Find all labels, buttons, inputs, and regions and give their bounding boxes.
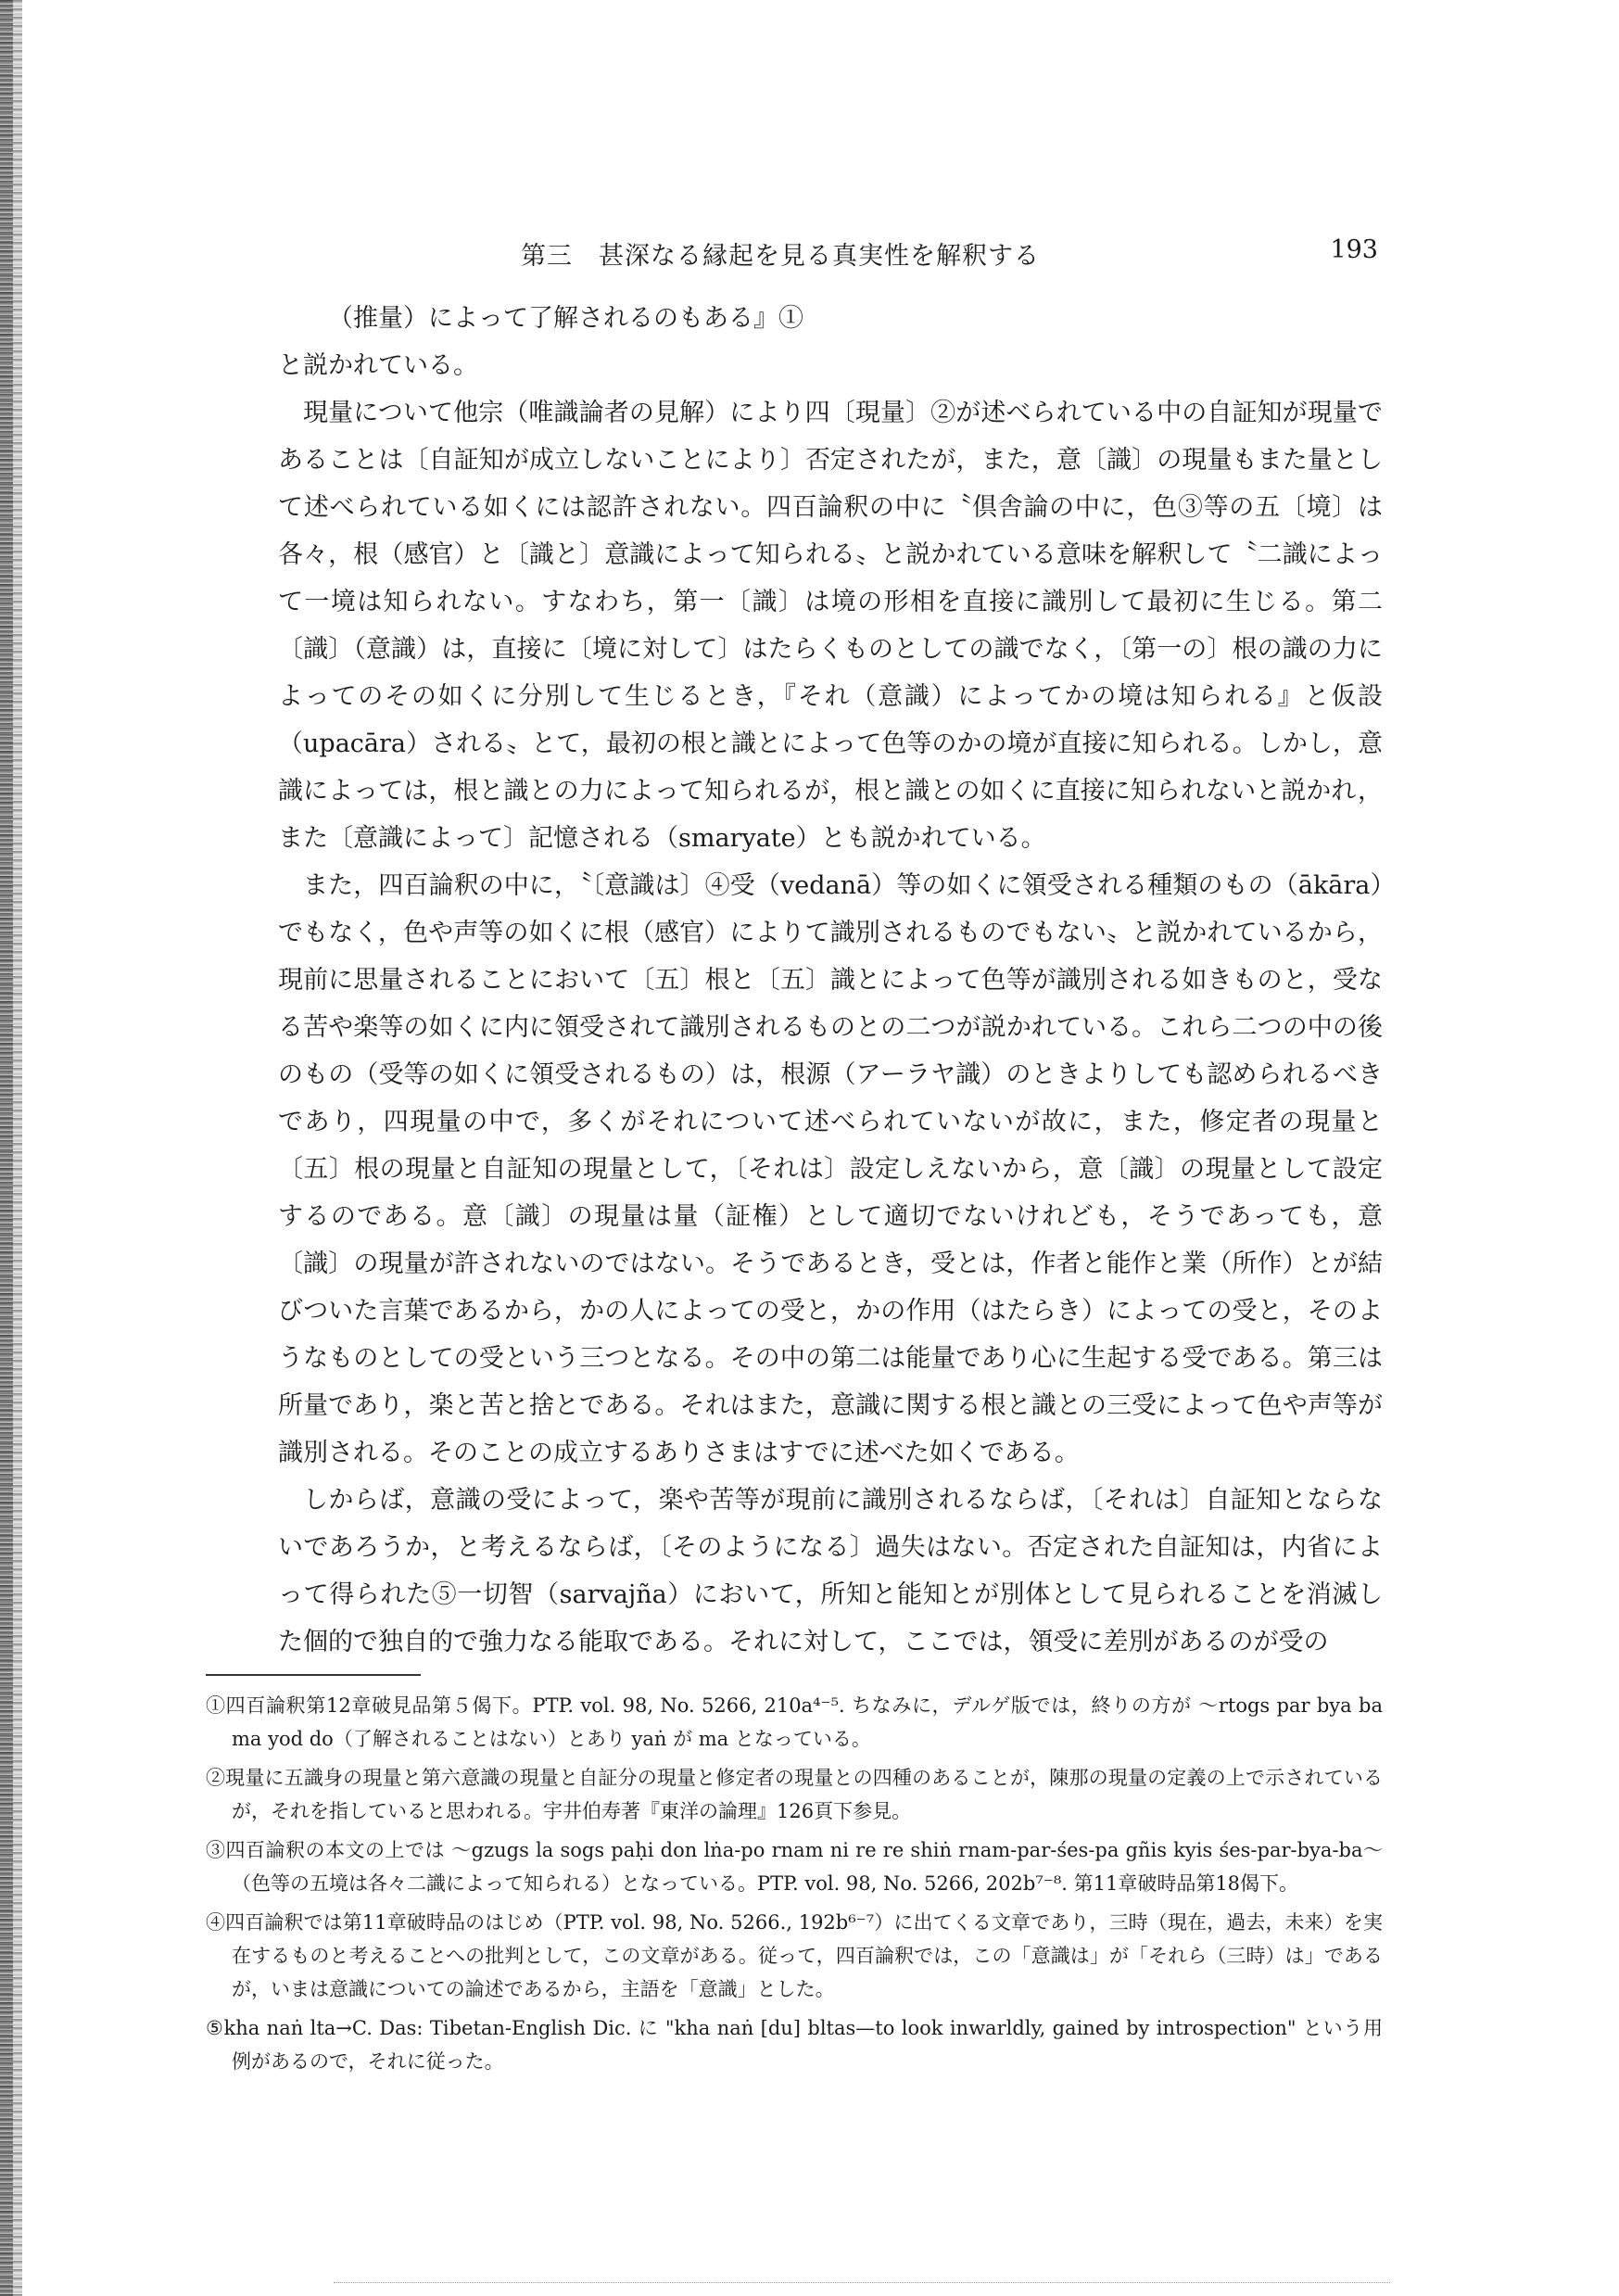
paragraph: と説かれている。 xyxy=(278,351,478,380)
footnote-divider xyxy=(206,1674,421,1676)
running-head-title: 第三 甚深なる縁起を見る真実性を解釈する xyxy=(521,242,1040,271)
footnote: ①四百論釈第12章破見品第５偈下。PTP. vol. 98, No. 5266, 210a⁴⁻⁵. ちなみに，デルゲ版では，終りの方が ～rtogs par bya ba ma yod do（了解されることはない）とあり yaṅ が ma となっている。 xyxy=(206,1694,1383,1750)
footnote: ②現量に五識身の現量と第六意識の現量と自証分の現量と修定者の現量との四種のあることが，陳那の現量の定義の上で示されているが，それを指していると思われる。宇井伯寿著『東洋の論理』126頁下参見。 xyxy=(206,1767,1383,1822)
scan-edge-shadow-dark xyxy=(0,0,13,2296)
paragraph: 現量について他宗（唯識論者の見解）により四〔現量〕②が述べられている中の自証知が現量であることは〔自証知が成立しないことにより〕否定されたが，また，意〔識〕の現量もまた量として述べられている如くには認許されない。四百論釈の中に〝倶舎論の中に，色③等の五〔境〕は各々，根（感官）と〔識と〕意識によって知られる〟と説かれている意味を解釈して〝二識によって一境は知られない。すなわち，第一〔識〕は境の形相を直接に識別して最初に生じる。第二〔識〕（意識）は，直接に〔境に対して〕はたらくものとしての識でなく，〔第一の〕根の識の力によってのその如くに分別して生じるとき，『それ（意識）によってかの境は知られる』と仮設（upacāra）される〟とて，最初の根と識とによって色等のかの境が直接に知られる。しかし，意識によっては，根と識との力によって知られるが，根と識との如くに直接に知られないと説かれ，また〔意識によって〕記憶される（smaryate）とも説かれている。 xyxy=(278,399,1383,853)
footnote: ③四百論釈の本文の上では ～gzugs la sogs paḥi don lṅa-po rnam ni re re shiṅ rnam-par-śes-pa gñis kyis śes-par-bya-ba～（色等の五境は各々二識によって知られる）となっている。PTP. vol. 98, No. 5266, 202b⁷⁻⁸. 第11章破時品第18偈下。 xyxy=(206,1839,1383,1895)
footnotes xyxy=(206,1689,1383,2084)
footnote: ④四百論釈では第11章破時品のはじめ（PTP. vol. 98, No. 5266., 192b⁶⁻⁷）に出てくる文章であり，三時（現在，過去，未来）を実在するものと考えることへの批判として，この文章がある。従って，四百論釈では，この「意識は」が「それら（三時）は」であるが，いまは意識についての論述であるから，主語を「意識」とした。 xyxy=(206,1911,1383,2000)
paragraph: （推量）によって了解されるのもある』① xyxy=(328,304,803,333)
footnote: ⑤kha naṅ lta→C. Das: Tibetan-English Dic. に "kha naṅ [du] bltas—to look inwarldly, gained by introspection" という用例があるので，それに従った。 xyxy=(206,2017,1383,2073)
scan-bottom-marks xyxy=(334,2282,1390,2294)
page-number: 193 xyxy=(1330,235,1378,264)
main-text xyxy=(278,295,1383,1666)
paragraph: しからば，意識の受によって，楽や苦等が現前に識別されるならば，〔それは〕自証知とならないであろうか，と考えるならば，〔そのようになる〕過失はない。否定された自証知は，内省によって得られた⑤一切智（sarvajña）において，所知と能知とが別体として見られることを消滅した個的で独自的で強力なる能取である。それに対して，ここでは，領受に差別があるのが受の xyxy=(278,1486,1383,1656)
running-head xyxy=(278,230,1378,271)
paragraph: また，四百論釈の中に，〝〔意識は〕④受（vedanā）等の如くに領受される種類のもの（ākāra）でもなく，色や声等の如くに根（感官）によりて識別されるものでもない〟と説かれているから，現前に思量されることにおいて〔五〕根と〔五〕識とによって色等が識別される如きものと，受なる苦や楽等の如くに内に領受されて識別されるものとの二つが説かれている。これら二つの中の後のもの（受等の如くに領受されるもの）は，根源（アーラヤ識）のときよりしても認められるべきであり，四現量の中で，多くがそれについて述べられていないが故に，また，修定者の現量と〔五〕根の現量と自証知の現量として，〔それは〕設定しえないから，意〔識〕の現量として設定するのである。意〔識〕の現量は量（証権）として適切でないけれども，そうであっても，意〔識〕の現量が許されないのではない。そうであるとき，受とは，作者と能作と業（所作）とが結びついた言葉であるから，かの人によっての受と，かの作用（はたらき）によっての受と，そのようなものとしての受という三つとなる。その中の第二は能量であり心に生起する受である。第三は所量であり，楽と苦と捨とである。それはまた，意識に関する根と識との三受によって色や声等が識別される。そのことの成立するありさまはすでに述べた如くである。 xyxy=(278,871,1384,1467)
